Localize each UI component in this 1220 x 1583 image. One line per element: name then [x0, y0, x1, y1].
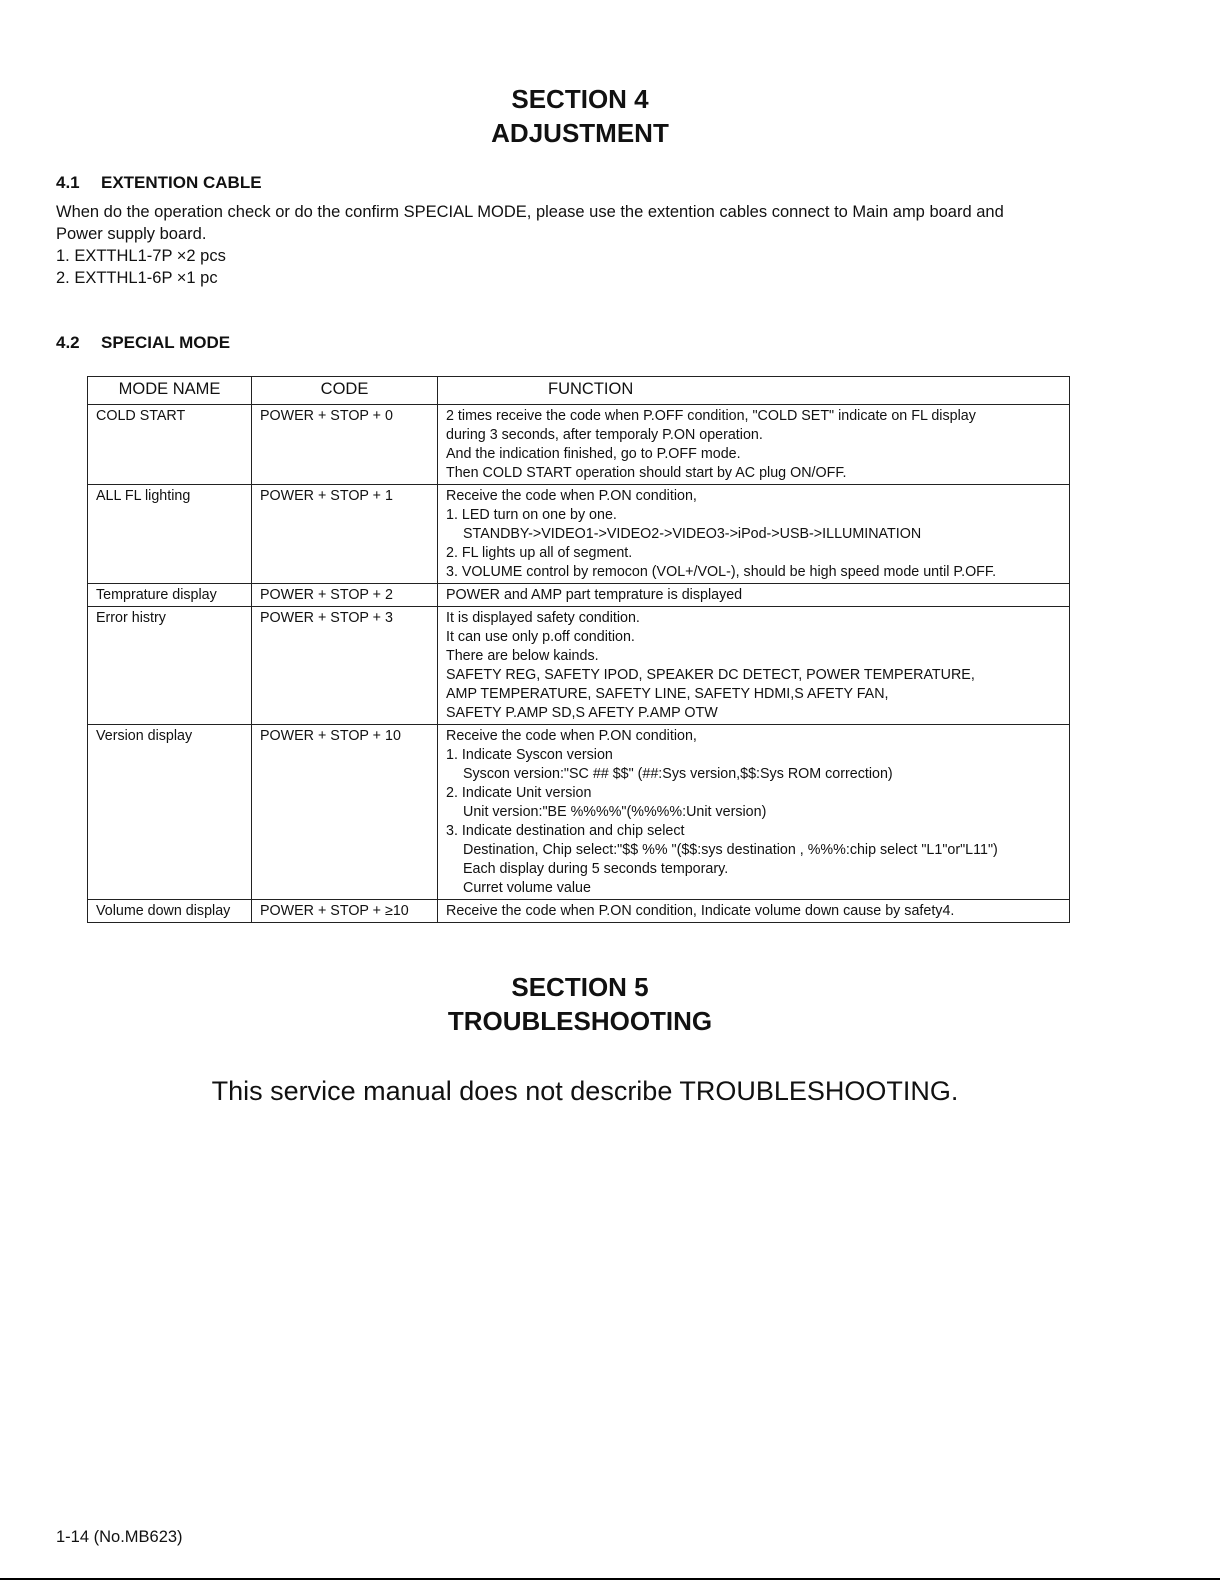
table-row	[88, 405, 1070, 485]
section-4-number: SECTION 4	[511, 84, 649, 114]
code-cell: POWER + STOP + 0	[252, 405, 438, 485]
mode-name-cell: Error histry	[88, 607, 252, 725]
function-line: Curret volume value	[463, 880, 591, 896]
function-line: And the indication finished, go to P.OFF mode.	[446, 446, 741, 462]
subsection-4-2-heading	[56, 332, 230, 354]
function-line: 2. Indicate Unit version	[446, 785, 592, 801]
function-line: 3. Indicate destination and chip select	[446, 823, 685, 839]
cable-list-item: 2. EXTTHL1-6P ×1 pc	[56, 269, 218, 287]
section-4-title: ADJUSTMENT	[491, 118, 669, 148]
code-cell: POWER + STOP + 1	[252, 485, 438, 584]
function-line: Each display during 5 seconds temporary.	[463, 861, 729, 877]
extention-cable-paragraph	[56, 201, 1166, 289]
function-line: SAFETY P.AMP SD,S AFETY P.AMP OTW	[446, 705, 718, 721]
section-5-number: SECTION 5	[511, 972, 649, 1002]
table-row	[88, 725, 1070, 900]
function-line: Then COLD START operation should start by AC plug ON/OFF.	[446, 465, 847, 481]
subsection-4-2-number: 4.2	[56, 333, 80, 352]
function-line: POWER and AMP part temprature is displayed	[446, 587, 743, 603]
code-cell: POWER + STOP + 3	[252, 607, 438, 725]
function-line: Receive the code when P.ON condition, Indicate volume down cause by safety4.	[446, 903, 955, 919]
table-row	[88, 485, 1070, 584]
subsection-4-1-heading	[56, 172, 262, 194]
table-header-row	[88, 377, 1070, 405]
header-function: FUNCTION	[438, 377, 1070, 405]
paragraph-line: When do the operation check or do the confirm SPECIAL MODE, please use the extention cables connect to Main amp board and	[56, 203, 1004, 221]
function-line: 1. LED turn on one by one.	[446, 507, 617, 523]
code-cell: POWER + STOP + ≥10	[252, 900, 438, 923]
header-mode-name: MODE NAME	[88, 377, 252, 405]
function-cell	[438, 485, 1070, 584]
code-cell: POWER + STOP + 2	[252, 584, 438, 607]
function-cell	[438, 900, 1070, 923]
function-line: 2. FL lights up all of segment.	[446, 545, 633, 561]
table-row	[88, 584, 1070, 607]
function-cell	[438, 725, 1070, 900]
function-cell	[438, 405, 1070, 485]
troubleshooting-note: This service manual does not describe TROUBLESHOOTING.	[211, 1076, 959, 1106]
mode-name-cell: ALL FL lighting	[88, 485, 252, 584]
function-line: AMP TEMPERATURE, SAFETY LINE, SAFETY HDMI,S AFETY FAN,	[446, 686, 889, 702]
mode-name-cell: Volume down display	[88, 900, 252, 923]
function-line: during 3 seconds, after temporaly P.ON operation.	[446, 427, 763, 443]
mode-name-cell: Version display	[88, 725, 252, 900]
table-row	[88, 607, 1070, 725]
special-mode-table	[87, 376, 1070, 923]
code-cell: POWER + STOP + 10	[252, 725, 438, 900]
table-row	[88, 900, 1070, 923]
function-line: Unit version:"BE %%%%"(%%%%:Unit version)	[463, 804, 767, 820]
function-line: It is displayed safety condition.	[446, 610, 640, 626]
function-line: 2 times receive the code when P.OFF condition, "COLD SET" indicate on FL display	[446, 408, 976, 424]
header-code: CODE	[252, 377, 438, 405]
subsection-4-1-number: 4.1	[56, 173, 80, 192]
function-cell	[438, 584, 1070, 607]
paragraph-line: Power supply board.	[56, 225, 207, 243]
function-line: SAFETY REG, SAFETY IPOD, SPEAKER DC DETECT, POWER TEMPERATURE,	[446, 667, 975, 683]
function-line: There are below kainds.	[446, 648, 599, 664]
function-line: Destination, Chip select:"$$ %% "($$:sys destination , %%%:chip select "L1"or"L11")	[463, 842, 998, 858]
page-footer: 1-14 (No.MB623)	[56, 1528, 183, 1546]
function-line: Syscon version:"SC ## $$" (##:Sys version,$$:Sys ROM correction)	[463, 766, 893, 782]
function-line: STANDBY->VIDEO1->VIDEO2->VIDEO3->iPod->USB->ILLUMINATION	[463, 526, 922, 542]
function-line: Receive the code when P.ON condition,	[446, 488, 697, 504]
section-5-title: TROUBLESHOOTING	[447, 1006, 713, 1036]
subsection-4-1-title: EXTENTION CABLE	[101, 173, 262, 192]
mode-name-cell: COLD START	[88, 405, 252, 485]
function-line: 3. VOLUME control by remocon (VOL+/VOL-), should be high speed mode until P.OFF.	[446, 564, 997, 580]
function-cell	[438, 607, 1070, 725]
function-line: Receive the code when P.ON condition,	[446, 728, 697, 744]
subsection-4-2-title: SPECIAL MODE	[101, 333, 231, 352]
footer-rule	[0, 1578, 1220, 1580]
function-line: 1. Indicate Syscon version	[446, 747, 613, 763]
function-line: It can use only p.off condition.	[446, 629, 635, 645]
cable-list-item: 1. EXTTHL1-7P ×2 pcs	[56, 247, 226, 265]
mode-name-cell: Temprature display	[88, 584, 252, 607]
